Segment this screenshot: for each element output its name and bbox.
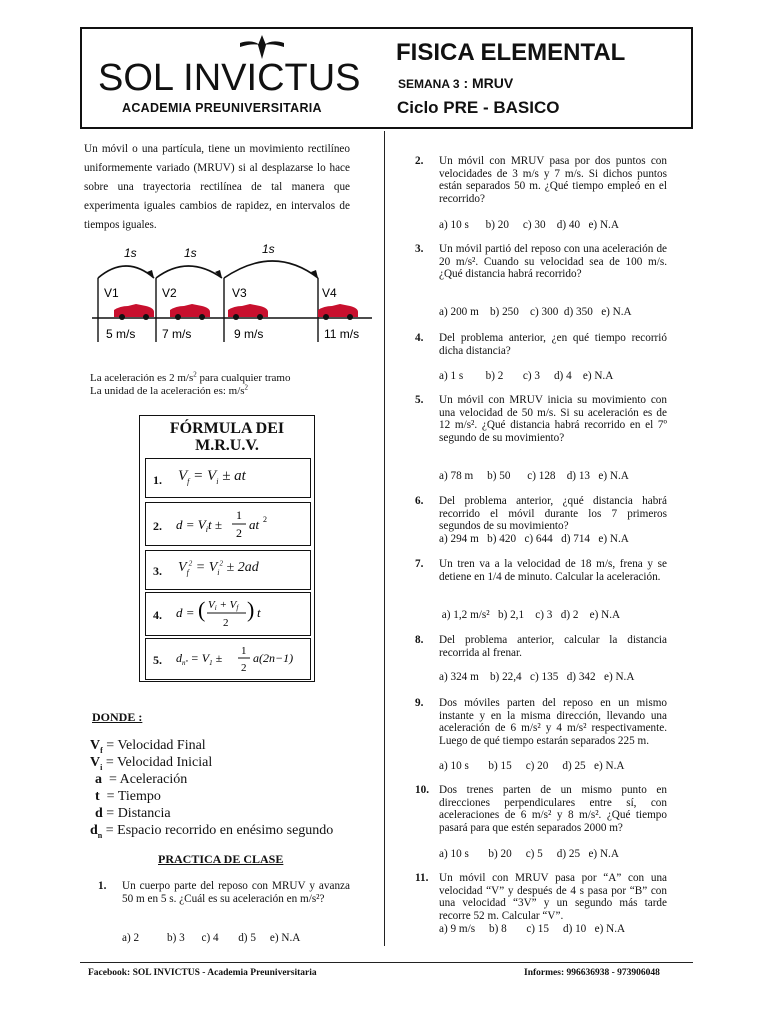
- formula-number: 1.: [153, 473, 162, 487]
- svg-text:2: 2: [263, 515, 267, 524]
- definition-subscript: f: [100, 745, 103, 755]
- definition-text: = Tiempo: [99, 789, 161, 804]
- answer-options: a) 10 s b) 20 c) 30 d) 40 e) N.A: [439, 219, 619, 231]
- interval-label: 1s: [262, 242, 275, 256]
- svg-text:t: t: [257, 605, 261, 620]
- question-text: Del problema anterior, ¿qué distancia habrá recorrido el móvil durante los 7 primeros segundos de su movimiento?: [439, 495, 667, 532]
- velocity-label: V4: [322, 286, 337, 300]
- answer-options: a) 324 m b) 22,4 c) 135 d) 342 e) N.A: [439, 671, 635, 683]
- svg-text:d = Vit ±: $d = V_it$ ±: [176, 517, 222, 534]
- formula-box: [139, 415, 315, 682]
- definition-row: [95, 806, 171, 822]
- footer-rule: [80, 962, 693, 963]
- question-number: 3.: [415, 243, 424, 255]
- intro-paragraph: Un móvil o una partícula, tiene un movimiento rectilíneo uniformemente variado (MRUV) si al desplazarse lo hace sobre una trayectoria rectilínea de tal manera que experimenta iguales cambios de rapidez, en intervalos de tiempos iguales.: [84, 143, 350, 231]
- velocity-label: V2: [162, 286, 177, 300]
- speed-label: 9 m/s: [234, 327, 264, 341]
- question-number: 11.: [415, 872, 429, 884]
- question-text: Del problema anterior, calcular la distancia recorrida al frenar.: [439, 634, 667, 659]
- answer-options: a) 200 m b) 250 c) 300 d) 350 e) N.A: [439, 306, 632, 318]
- definition-symbol: t: [95, 789, 100, 804]
- accel-note-text: para cualquier tramo: [196, 372, 291, 384]
- definition-text: = Velocidad Inicial: [102, 755, 213, 770]
- question-text: Dos trenes parten de un mismo punto en direcciones perpendiculares entre sí, con aceleraciones de 6 m/s² y 8 m/s². ¿Qué tiempo pasará para que estén separados 2000 m?: [439, 784, 667, 834]
- week-topic: : MRUV: [463, 75, 514, 91]
- answer-options: a) 10 s b) 15 c) 20 d) 25 e) N.A: [439, 760, 625, 772]
- exponent: 2: [244, 383, 249, 392]
- definition-text: = Velocidad Final: [102, 738, 206, 753]
- cycle-label: Ciclo PRE - BASICO: [397, 98, 560, 117]
- acceleration-note: [90, 372, 370, 398]
- definition-row: [95, 772, 187, 788]
- formula-expression: [176, 595, 296, 633]
- footer-contact: Informes: 996636938 - 973906048: [524, 968, 660, 978]
- formula-row: [145, 502, 311, 546]
- mruv-diagram: [84, 240, 376, 350]
- definition-text: = Espacio recorrido en enésimo segundo: [102, 823, 334, 838]
- answer-options: a) 78 m b) 50 c) 128 d) 13 e) N.A: [439, 470, 629, 482]
- svg-text:d =: d =: [176, 605, 195, 620]
- definition-symbol: a: [95, 772, 102, 787]
- formula-number: 3.: [153, 564, 162, 578]
- svg-text:1: 1: [236, 508, 242, 522]
- formula-number: 2.: [153, 519, 162, 533]
- question-text: Un móvil partió del reposo con una aceleración de 20 m/s². Cuando su velocidad sea de 100 m/s. ¿Qué distancia habrá recorrido?: [439, 243, 667, 280]
- formula-number: 5.: [153, 653, 162, 667]
- svg-text:2: 2: [223, 617, 229, 629]
- footer-facebook: Facebook: SOL INVICTUS - Academia Preuniversitaria: [88, 968, 317, 978]
- question-text: Un tren va a la velocidad de 18 m/s, frena y se detiene en 1/4 de minuto. Calcular la aceleración.: [439, 558, 667, 583]
- accel-note-text: La aceleración es 2 m/s: [90, 372, 194, 384]
- question-text: Del problema anterior, ¿en qué tiempo recorrió dicha distancia?: [439, 332, 667, 357]
- velocity-label: V1: [104, 286, 119, 300]
- definition-text: = Distancia: [102, 806, 171, 821]
- interval-label: 1s: [124, 246, 137, 260]
- answer-options: a) 1,2 m/s² b) 2,1 c) 3 d) 2 e) N.A: [439, 609, 621, 621]
- question-number: 5.: [415, 394, 424, 406]
- definition-subscript: i: [100, 762, 103, 772]
- formula-expression: [176, 640, 306, 678]
- week-line: [398, 75, 513, 91]
- interval-label: 1s: [184, 246, 197, 260]
- speed-label: 7 m/s: [162, 327, 192, 341]
- question-number: 1.: [98, 880, 107, 892]
- answer-options: a) 294 m b) 420 c) 644 d) 714 e) N.A: [439, 533, 629, 545]
- answer-options: a) 2 b) 3 c) 4 d) 5 e) N.A: [122, 932, 301, 944]
- interval-arcs: [98, 261, 318, 278]
- svg-text:a(2n−1): a(2n−1): [253, 651, 294, 665]
- definition-symbol: V: [90, 738, 101, 753]
- formula-row: [145, 592, 311, 636]
- question-number: 7.: [415, 558, 424, 570]
- question-text: Un móvil con MRUV inicia su movimiento con una velocidad de 50 m/s. Si su aceleración es de 12 m/s². ¿Qué distancia habrá recorrido en el 7º segundo de su movimiento?: [439, 394, 667, 444]
- definition-row: [95, 789, 161, 805]
- question-number: 9.: [415, 697, 424, 709]
- question-number: 8.: [415, 634, 424, 646]
- formula-row: [145, 458, 311, 498]
- definition-row: [90, 823, 333, 839]
- definition-symbol: d: [90, 823, 98, 838]
- formula-row: [145, 638, 311, 680]
- question-number: 10.: [415, 784, 429, 796]
- svg-text:2: 2: [241, 662, 247, 674]
- question-number: 6.: [415, 495, 424, 507]
- question-number: 2.: [415, 155, 424, 167]
- svg-text:Vi + Vf: Vi + Vf: [208, 599, 239, 612]
- definition-row: [90, 738, 206, 754]
- question-text: Dos móviles parten del reposo en un mismo instante y en la misma dirección, llevando una aceleración de 6 m/s² y 4 m/s² respectivamente. Luego de qué tiempo estarán separados 225 m.: [439, 697, 667, 747]
- definition-subscript: n: [97, 830, 103, 840]
- formula-expression: $V_f^2 = V_i^2 \pm 2ad$: [178, 559, 259, 577]
- exponent: 2: [193, 370, 197, 379]
- svg-text:at: at: [249, 517, 260, 532]
- svg-text:(: (: [198, 597, 206, 622]
- definition-symbol: V: [90, 755, 101, 770]
- formula-title-line: FÓRMULA DEI: [169, 420, 285, 437]
- question-text: Un cuerpo parte del reposo con MRUV y avanza 50 m en 5 s. ¿Cuál es su aceleración en m/s²?: [122, 880, 350, 905]
- practice-title: PRACTICA DE CLASE: [158, 852, 284, 866]
- formula-title-line: M.R.U.V.: [195, 437, 259, 454]
- question-text: Un móvil con MRUV pasa por dos puntos con velocidades de 3 m/s y 7 m/s. Si dichos puntos están separados 50 m. ¿Qué tiempo empleó en el recorrido?: [439, 155, 667, 205]
- formula-number: 4.: [153, 608, 162, 622]
- formula-title: [140, 420, 314, 454]
- subject-title: FISICA ELEMENTAL: [396, 39, 626, 66]
- formula-expression: $V_f = V_i$ ± at: [178, 468, 246, 486]
- speed-label: 5 m/s: [106, 327, 136, 341]
- question-text: Un móvil con MRUV pasa por “A” con una velocidad “V” y después de 4 s pasa por “B” con una velocidad “3V” y un segundo más tarde recorre 52 m. Calcular “V”.: [439, 872, 667, 922]
- definition-symbol: d: [95, 806, 103, 821]
- logo-name: SOL INVICTUS: [98, 57, 361, 99]
- answer-options: a) 10 s b) 20 c) 5 d) 25 e) N.A: [439, 848, 619, 860]
- accel-unit-text: La unidad de la aceleración es: m/s: [90, 385, 245, 397]
- svg-text:2: 2: [236, 526, 242, 540]
- logo-tagline: ACADEMIA PREUNIVERSITARIA: [122, 101, 322, 115]
- definition-row: [90, 755, 212, 771]
- svg-text:): ): [247, 597, 255, 622]
- svg-text:1: 1: [241, 645, 247, 657]
- week-label: SEMANA 3: [398, 77, 460, 91]
- definition-text: = Aceleración: [102, 772, 188, 787]
- donde-label: DONDE :: [92, 710, 143, 724]
- speed-label: 11 m/s: [324, 327, 360, 341]
- header-box: [80, 27, 693, 129]
- formula-expression: [176, 505, 296, 543]
- svg-text:dnº = V1 ±: $d_{nº} = V_1$ ±: [176, 651, 223, 667]
- formula-row: [145, 550, 311, 590]
- velocity-label: V3: [232, 286, 247, 300]
- column-divider: [384, 131, 385, 946]
- answer-options: a) 9 m/s b) 8 c) 15 d) 10 e) N.A: [439, 923, 626, 935]
- answer-options: a) 1 s b) 2 c) 3 d) 4 e) N.A: [439, 370, 614, 382]
- question-number: 4.: [415, 332, 424, 344]
